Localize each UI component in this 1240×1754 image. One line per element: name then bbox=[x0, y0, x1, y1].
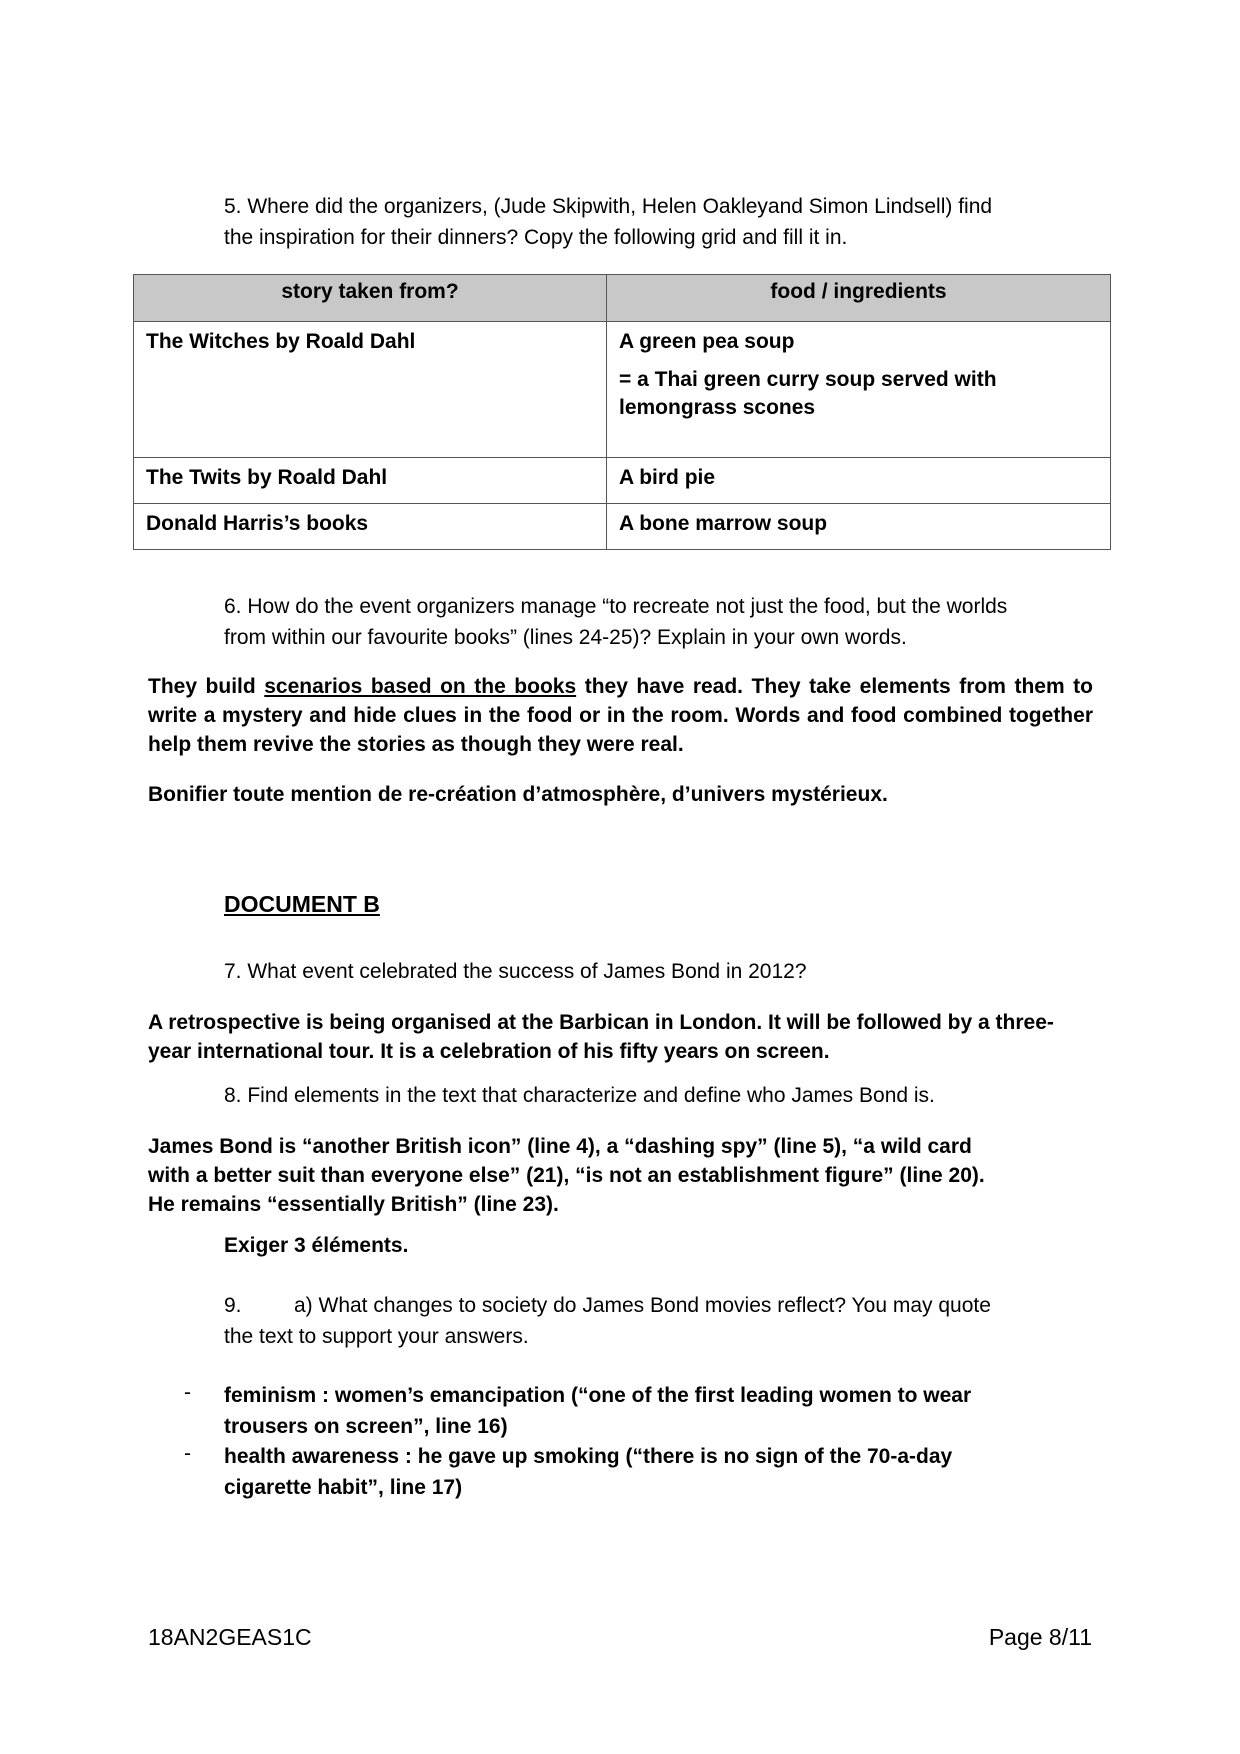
grid-cell-story bbox=[134, 322, 607, 458]
bullet-marker: - bbox=[184, 1381, 191, 1404]
grid-cell-story bbox=[134, 458, 607, 504]
grid-food-text: A bird pie bbox=[619, 466, 716, 489]
answer-8-line3: He remains “essentially British” (line 23). bbox=[148, 1193, 559, 1216]
inspiration-grid bbox=[133, 274, 1111, 550]
question-9-number: 9. bbox=[224, 1294, 242, 1317]
question-6-line1: 6. How do the event organizers manage “to recreate not just the food, but the worlds bbox=[224, 595, 1008, 618]
bullet-1-line2: trousers on screen”, line 16) bbox=[224, 1415, 508, 1438]
grid-cell-food bbox=[607, 458, 1111, 504]
table-row bbox=[134, 458, 1111, 504]
footer-code: 18AN2GEAS1C bbox=[148, 1624, 312, 1650]
answer-8 bbox=[148, 1132, 1108, 1219]
bullet-2-line2: cigarette habit”, line 17) bbox=[224, 1476, 463, 1499]
list-item bbox=[224, 1441, 1094, 1503]
grid-story-text: The Witches by Roald Dahl bbox=[146, 330, 416, 353]
answer-7: A retrospective is being organised at the Barbican in London. It will be followed by a three-year international tour. It is a celebration of his fifty years on screen. bbox=[148, 1011, 1054, 1063]
question-7: 7. What event celebrated the success of James Bond in 2012? bbox=[224, 960, 807, 983]
marking-note-8: Exiger 3 éléments. bbox=[224, 1234, 409, 1257]
footer-page-number: Page 8/11 bbox=[988, 1624, 1092, 1650]
grid-story-text: The Twits by Roald Dahl bbox=[146, 466, 388, 489]
question-8: 8. Find elements in the text that characterize and define who James Bond is. bbox=[224, 1084, 935, 1107]
list-item bbox=[224, 1380, 1094, 1442]
question-6-line2: from within our favourite books” (lines 24-25)? Explain in your own words. bbox=[224, 626, 907, 649]
answer-6 bbox=[148, 672, 1093, 759]
question-9-line2: the text to support your answers. bbox=[224, 1325, 529, 1348]
grid-food-text: A green pea soup bbox=[619, 330, 795, 353]
table-row bbox=[134, 322, 1111, 458]
answer-8-line1: James Bond is “another British icon” (line 4), a “dashing spy” (line 5), “a wild card bbox=[148, 1135, 972, 1158]
table-row bbox=[134, 504, 1111, 550]
section-heading: DOCUMENT B bbox=[224, 891, 380, 917]
grid-header-story: story taken from? bbox=[134, 275, 607, 322]
grid-header-row bbox=[134, 275, 1111, 322]
grid-cell-food bbox=[607, 504, 1111, 550]
answer-6-underlined: scenarios based on the books bbox=[264, 675, 577, 698]
grid-cell-food bbox=[607, 322, 1111, 458]
grid-story-text: Donald Harris’s books bbox=[146, 512, 369, 535]
grid-food-text: A bone marrow soup bbox=[619, 512, 828, 535]
marking-note-6: Bonifier toute mention de re-création d’atmosphère, d’univers mystérieux. bbox=[148, 783, 888, 806]
question-5 bbox=[224, 191, 1104, 253]
bullet-1-line1: feminism : women’s emancipation (“one of the first leading women to wear bbox=[224, 1384, 972, 1407]
bullet-2-line1: health awareness : he gave up smoking (“there is no sign of the 70-a-day bbox=[224, 1445, 953, 1468]
grid-food-extra: = a Thai green curry soup served with lemongrass scones bbox=[619, 368, 997, 419]
grid-header-food: food / ingredients bbox=[607, 275, 1111, 322]
answer-6-post: they have read. They take elements from them to write a mystery and hide clues in the food or in the room. Words and food combined together help them revive the stories as though they were real. bbox=[148, 675, 1093, 756]
bullet-marker: - bbox=[184, 1442, 191, 1465]
question-9-line1: a) What changes to society do James Bond movies reflect? You may quote bbox=[294, 1294, 991, 1317]
question-5-line2: the inspiration for their dinners? Copy the following grid and fill it in. bbox=[224, 226, 848, 249]
answer-8-line2: with a better suit than everyone else” (21), “is not an establishment figure” (line 20). bbox=[148, 1164, 985, 1187]
question-6 bbox=[224, 591, 1104, 653]
grid-cell-story bbox=[134, 504, 607, 550]
answer-6-pre: They build bbox=[148, 675, 265, 698]
question-5-line1: 5. Where did the organizers, (Jude Skipwith, Helen Oakleyand Simon Lindsell) find bbox=[224, 195, 993, 218]
